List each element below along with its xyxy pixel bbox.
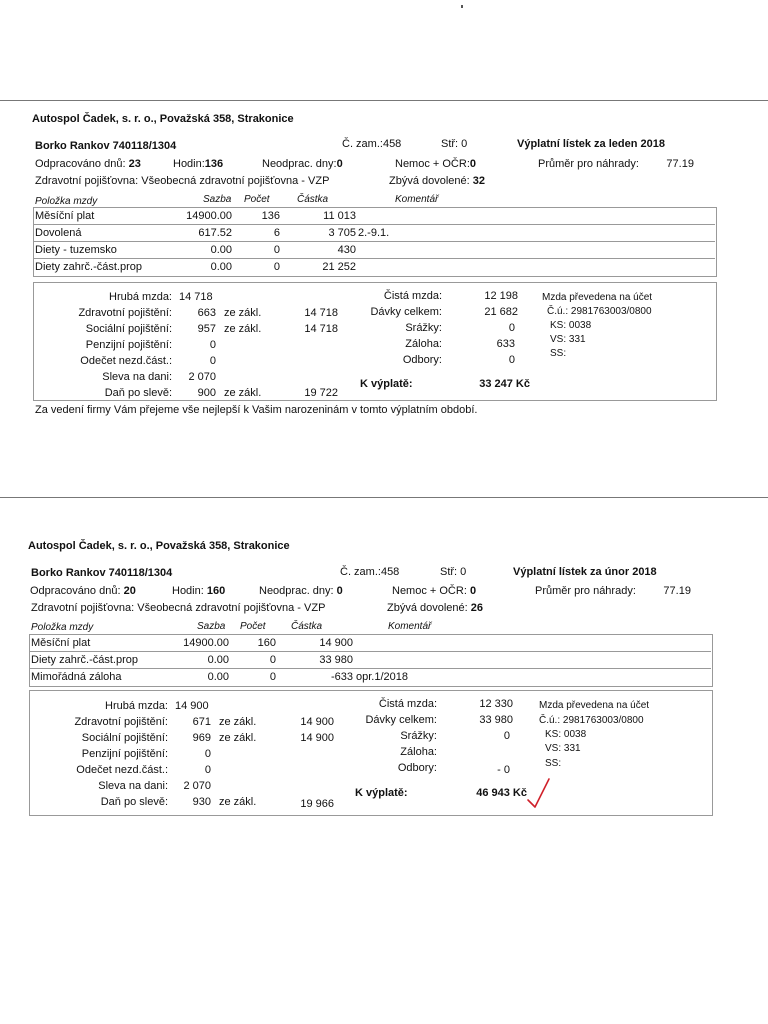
health-base-value: 14 900	[300, 716, 334, 728]
item-comment: 2.-9.1.	[358, 227, 390, 239]
remaining-vacation	[389, 175, 485, 187]
tax-after-credit-label: Daň po slevě:	[100, 796, 168, 808]
sickness-label: Nemoc + OČR:	[392, 585, 467, 597]
deductions-label: Srážky:	[400, 730, 437, 742]
employee-name: Borko Rankov 740118/1304	[35, 140, 177, 152]
item-name: Diety - tuzemsko	[35, 244, 117, 256]
pension-insurance-value: 0	[204, 748, 211, 760]
col-count: Počet	[244, 194, 270, 205]
pension-insurance-label: Penzijní pojištění:	[81, 748, 168, 760]
sickness	[395, 158, 476, 170]
benefits-total-label: Dávky celkem:	[370, 306, 442, 318]
tax-credit-label: Sleva na dani:	[102, 371, 172, 383]
advance-label: Záloha:	[400, 746, 437, 758]
item-name: Měsíční plat	[31, 637, 91, 649]
vacation-label: Zbývá dovolené:	[389, 175, 470, 187]
days-worked-label: Odpracováno dnů:	[30, 585, 121, 597]
union-label: Odbory:	[402, 354, 442, 366]
col-comment: Komentář	[395, 194, 439, 205]
gross-wage-label: Hrubá mzda:	[109, 291, 172, 303]
unworked-days	[262, 158, 343, 170]
tax-base-label: ze zákl.	[224, 387, 262, 399]
item-rate: 0.00	[207, 654, 229, 666]
union-value: 0	[508, 354, 515, 366]
payout-value: 46 943 Kč	[476, 787, 527, 799]
constant-symbol: KS: 0038	[545, 729, 587, 740]
bank-transfer-label: Mzda převedena na účet	[539, 700, 650, 711]
company-name: Autospol Čadek, s. r. o., Považská 358, Strakonice	[28, 540, 290, 552]
benefits-total-value: 21 682	[484, 306, 518, 318]
col-rate: Sazba	[203, 194, 232, 205]
item-amount: 33 980	[319, 654, 353, 666]
deductions-label: Srážky:	[405, 322, 442, 334]
item-rate: 0.00	[210, 261, 232, 273]
health-insurance-value: 663	[197, 307, 216, 319]
deduction-value: 0	[204, 764, 211, 776]
bank-account: Č.ú.: 2981763003/0800	[547, 306, 652, 317]
social-base-label: ze zákl.	[224, 323, 262, 335]
row-divider	[33, 224, 715, 225]
cost-center: Stř: 0	[440, 566, 467, 578]
social-base-value: 14 718	[304, 323, 338, 335]
social-base-label: ze zákl.	[219, 732, 257, 744]
col-item: Položka mzdy	[35, 196, 98, 207]
tax-after-credit-value: 930	[192, 796, 211, 808]
item-amount: 11 013	[323, 210, 356, 222]
item-comment: opr.1/2018	[356, 671, 408, 683]
deductions-value: 0	[503, 730, 510, 742]
payout-value: 33 247 Kč	[479, 378, 530, 390]
tax-base-value: 19 722	[304, 387, 338, 399]
tax-credit-label: Sleva na dani:	[98, 780, 168, 792]
tax-base-label: ze zákl.	[219, 796, 257, 808]
item-amount: 430	[337, 244, 356, 256]
cost-center: Stř: 0	[441, 138, 468, 150]
unworked-value: 0	[336, 585, 343, 597]
gross-wage-value: 14 900	[175, 700, 209, 712]
unworked-value: 0	[336, 158, 343, 170]
deductions-value: 0	[508, 322, 515, 334]
bank-transfer-label: Mzda převedena na účet	[542, 292, 653, 303]
deduction-value: 0	[209, 355, 216, 367]
item-amount: 14 900	[319, 637, 353, 649]
specific-symbol: SS:	[550, 348, 567, 359]
item-rate: 0.00	[207, 671, 229, 683]
sickness-label: Nemoc + OČR:	[395, 158, 470, 170]
item-rate: 14900.00	[186, 210, 232, 222]
specific-symbol: SS:	[545, 758, 562, 769]
col-amount: Částka	[291, 621, 323, 632]
social-insurance-label: Sociální pojištění:	[85, 323, 172, 335]
vacation-value: 26	[470, 602, 484, 614]
employee-number: Č. zam.:458	[342, 138, 402, 150]
constant-symbol: KS: 0038	[550, 320, 592, 331]
row-divider	[29, 668, 711, 669]
vacation-label: Zbývá dovolené:	[387, 602, 468, 614]
tax-after-credit-label: Daň po slevě:	[104, 387, 172, 399]
health-base-label: ze zákl.	[224, 307, 262, 319]
employee-name: Borko Rankov 740118/1304	[31, 567, 173, 579]
employee-number: Č. zam.:458	[340, 566, 400, 578]
item-count: 0	[269, 654, 276, 666]
item-amount: 21 252	[322, 261, 356, 273]
sickness-value: 0	[469, 158, 477, 170]
pension-insurance-label: Penzijní pojištění:	[85, 339, 172, 351]
col-comment: Komentář	[388, 621, 432, 632]
days-worked	[30, 585, 136, 597]
social-insurance-value: 957	[197, 323, 216, 335]
sickness-value: 0	[469, 585, 477, 597]
benefits-total-value: 33 980	[479, 714, 513, 726]
payslip-title: Výplatní lístek za leden 2018	[517, 138, 665, 150]
hours-label: Hodin:	[173, 158, 205, 170]
item-count: 0	[273, 261, 280, 273]
advance-label: Záloha:	[405, 338, 442, 350]
cut-line-top	[0, 100, 768, 101]
deduction-label: Odečet nezd.část.:	[76, 764, 168, 776]
item-name: Diety zahrč.-část.prop	[35, 261, 142, 273]
item-count: 6	[273, 227, 280, 239]
union-label: Odbory:	[397, 762, 437, 774]
vacation-value: 32	[472, 175, 486, 187]
hours-worked	[172, 585, 225, 597]
days-worked-label: Odpracováno dnů:	[35, 158, 126, 170]
sickness	[392, 585, 476, 597]
pension-insurance-value: 0	[209, 339, 216, 351]
bank-account: Č.ú.: 2981763003/0800	[539, 715, 644, 726]
days-worked	[35, 158, 141, 170]
payout-label: K výplatě:	[360, 378, 413, 390]
item-count: 0	[269, 671, 276, 683]
gross-wage-value: 14 718	[179, 291, 213, 303]
item-count: 160	[257, 637, 276, 649]
item-rate: 14900.00	[183, 637, 229, 649]
hours-value: 160	[206, 585, 226, 597]
item-rate: 617.52	[198, 227, 232, 239]
net-wage-label: Čistá mzda:	[378, 698, 437, 710]
tax-base-value: 19 966	[300, 798, 334, 810]
checkmark-icon	[526, 776, 552, 810]
item-rate: 0.00	[210, 244, 232, 256]
health-base-label: ze zákl.	[219, 716, 257, 728]
health-insurance-value: 671	[192, 716, 211, 728]
average-value: 77.19	[666, 158, 694, 170]
company-name: Autospol Čadek, s. r. o., Považská 358, Strakonice	[32, 113, 294, 125]
tax-credit-value: 2 070	[188, 371, 216, 383]
health-insurance-label: Zdravotní pojištění:	[78, 307, 172, 319]
item-amount: -633	[330, 671, 353, 683]
col-rate: Sazba	[197, 621, 226, 632]
deduction-label: Odečet nezd.část.:	[80, 355, 172, 367]
health-base-value: 14 718	[304, 307, 338, 319]
average-compensation	[538, 158, 694, 170]
hours-value: 136	[204, 158, 224, 170]
item-name: Diety zahrč.-část.prop	[31, 654, 138, 666]
union-value: - 0	[497, 764, 510, 776]
item-name: Dovolená	[35, 227, 82, 239]
row-divider	[33, 241, 715, 242]
item-count: 136	[261, 210, 280, 222]
social-base-value: 14 900	[300, 732, 334, 744]
average-label: Průměr pro náhrady:	[535, 585, 636, 597]
tax-credit-value: 2 070	[183, 780, 211, 792]
hours-worked	[173, 158, 223, 170]
unworked-label: Neodprac. dny:	[262, 158, 337, 170]
days-worked-value: 23	[128, 158, 141, 170]
benefits-total-label: Dávky celkem:	[365, 714, 437, 726]
col-count: Počet	[240, 621, 266, 632]
variable-symbol: VS: 331	[550, 334, 586, 345]
advance-value: 633	[496, 338, 515, 350]
item-name: Mimořádná záloha	[31, 671, 122, 683]
days-worked-value: 20	[123, 585, 136, 597]
net-wage-value: 12 198	[484, 290, 518, 302]
payslip-title: Výplatní lístek za únor 2018	[513, 566, 657, 578]
scan-speck	[461, 5, 463, 8]
payout-label: K výplatě:	[355, 787, 408, 799]
row-divider	[29, 651, 711, 652]
gross-wage-label: Hrubá mzda:	[105, 700, 168, 712]
unworked-label: Neodprac. dny:	[259, 585, 334, 597]
unworked-days	[259, 585, 343, 597]
health-insurance-label: Zdravotní pojištění:	[74, 716, 168, 728]
net-wage-label: Čistá mzda:	[383, 290, 442, 302]
variable-symbol: VS: 331	[545, 743, 581, 754]
item-name: Měsíční plat	[35, 210, 95, 222]
social-insurance-value: 969	[192, 732, 211, 744]
item-amount: 3 705	[328, 227, 356, 239]
row-divider	[33, 258, 715, 259]
average-value: 77.19	[663, 585, 691, 597]
cut-line-middle	[0, 497, 768, 498]
remaining-vacation	[387, 602, 483, 614]
health-insurer: Zdravotní pojišťovna: Všeobecná zdravotní pojišťovna - VZP	[35, 175, 330, 187]
average-label: Průměr pro náhrady:	[538, 158, 639, 170]
average-compensation	[535, 585, 691, 597]
health-insurer: Zdravotní pojišťovna: Všeobecná zdravotní pojišťovna - VZP	[31, 602, 326, 614]
social-insurance-label: Sociální pojištění:	[81, 732, 168, 744]
col-item: Položka mzdy	[31, 622, 94, 633]
net-wage-value: 12 330	[479, 698, 513, 710]
item-count: 0	[273, 244, 280, 256]
tax-after-credit-value: 900	[197, 387, 216, 399]
hours-label: Hodin:	[172, 585, 204, 597]
col-amount: Částka	[297, 194, 329, 205]
birthday-message: Za vedení firmy Vám přejeme vše nejlepší k Vašim narozeninám v tomto výplatním období.	[35, 404, 478, 416]
